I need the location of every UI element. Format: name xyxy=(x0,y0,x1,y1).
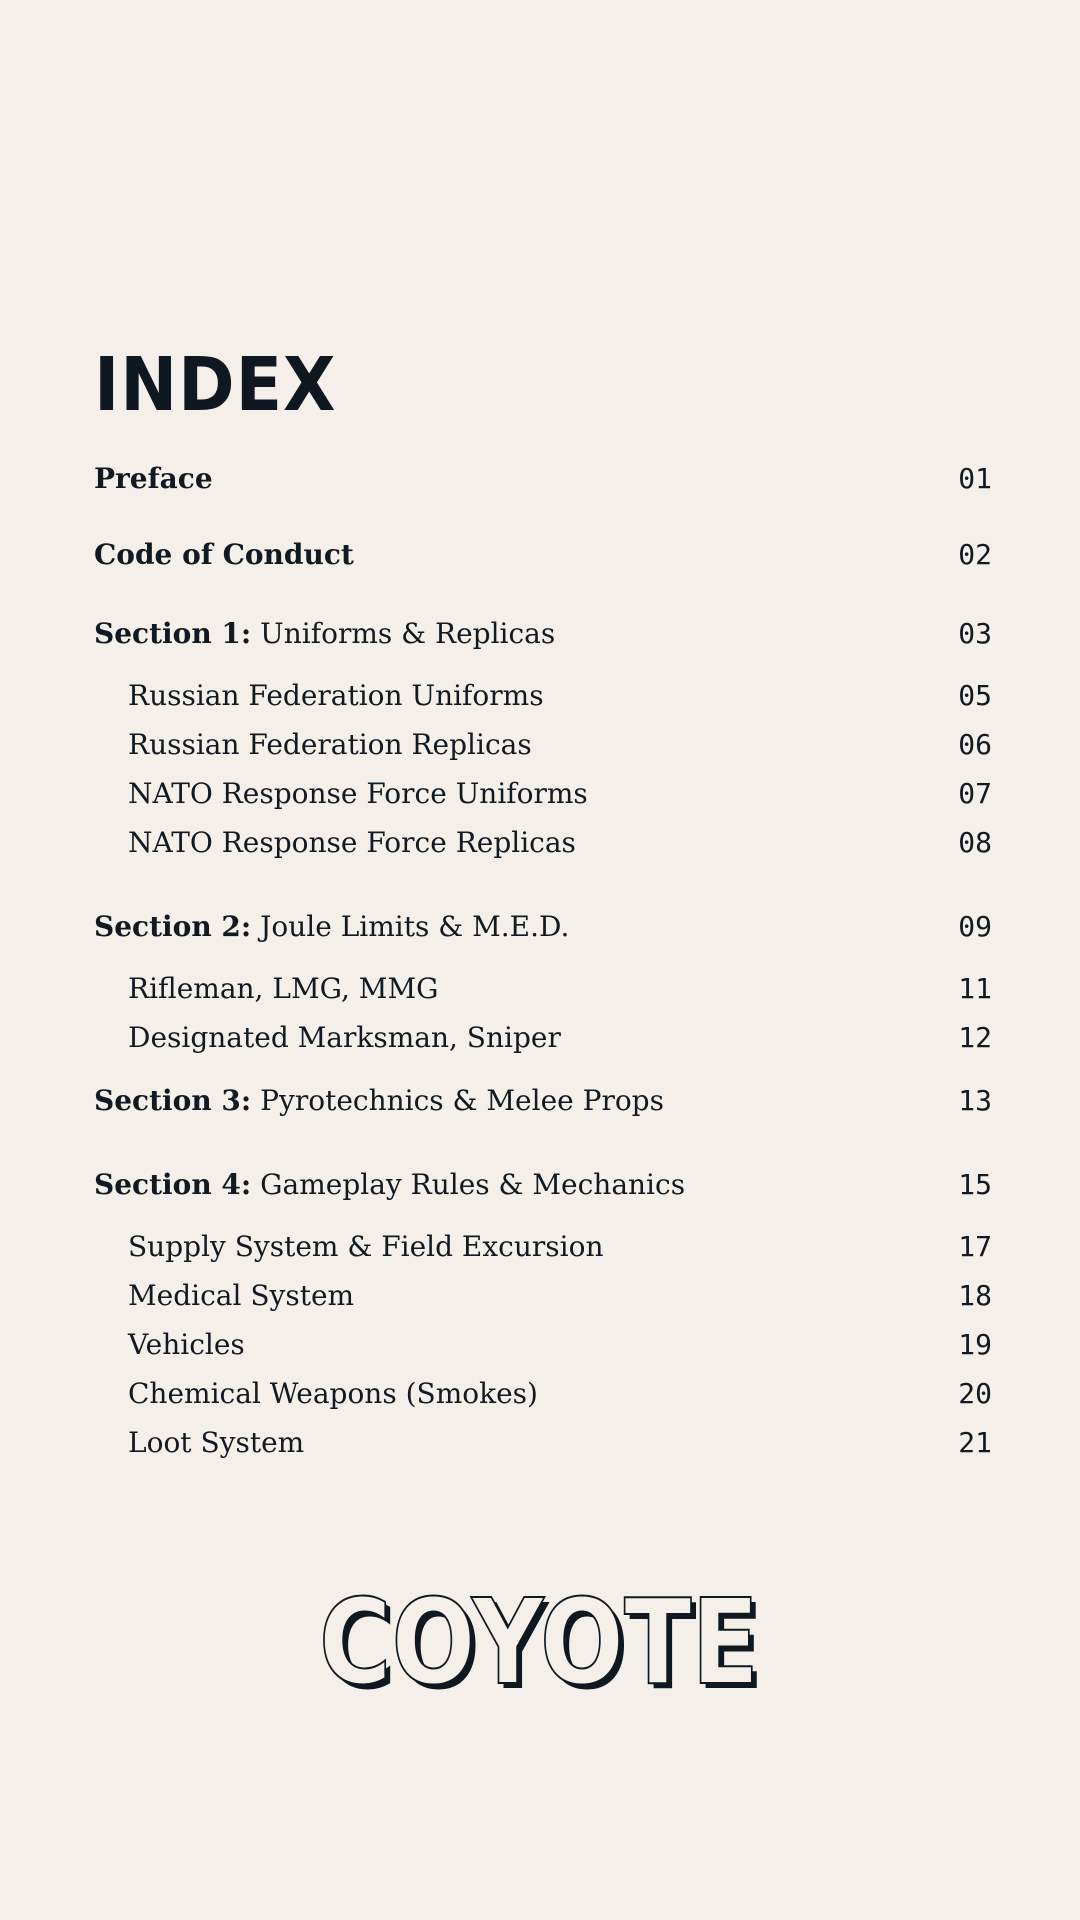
toc-entry-label: Designated Marksman, Sniper xyxy=(128,1020,561,1054)
toc-entry-label: Joule Limits & M.E.D. xyxy=(251,909,570,943)
toc-section-entry[interactable] xyxy=(94,534,992,574)
toc-entry-label: Loot System xyxy=(128,1425,305,1459)
toc-entry-label: Chemical Weapons (Smokes) xyxy=(128,1376,538,1410)
toc-entry-title xyxy=(94,1426,304,1459)
toc-subsection-entry[interactable] xyxy=(94,1275,992,1315)
toc-page-number: 20 xyxy=(958,1376,992,1410)
toc-entry-bold-label: Section 2: xyxy=(94,909,252,943)
toc-page-number: 06 xyxy=(958,727,992,761)
toc-page-number: 18 xyxy=(958,1278,992,1312)
toc-page-number: 08 xyxy=(958,825,992,859)
toc-entry-title xyxy=(94,538,354,571)
toc-subsection-entry[interactable] xyxy=(94,773,992,813)
toc-entry-label: Gameplay Rules & Mechanics xyxy=(251,1167,686,1201)
toc-page-number: 09 xyxy=(958,909,992,943)
toc-subsection-entry[interactable] xyxy=(94,1324,992,1364)
toc-entry-title xyxy=(94,910,569,943)
toc-page-number: 05 xyxy=(958,678,992,712)
toc-page-number: 19 xyxy=(958,1327,992,1361)
toc-subsection-entry[interactable] xyxy=(94,724,992,764)
toc-page-number: 03 xyxy=(958,616,992,650)
toc-entry-title xyxy=(94,972,439,1005)
toc-subsection-entry[interactable] xyxy=(94,968,992,1008)
toc-entry-title xyxy=(94,1168,685,1201)
toc-entry-bold-label: Section 3: xyxy=(94,1083,252,1117)
toc-entry-label: Pyrotechnics & Melee Props xyxy=(251,1083,664,1117)
toc-entry-label: Medical System xyxy=(128,1278,355,1312)
toc-entry-bold-label: Preface xyxy=(94,461,213,495)
toc-entry-title xyxy=(94,728,532,761)
toc-page-number: 12 xyxy=(958,1020,992,1054)
toc-entry-bold-label: Code of Conduct xyxy=(94,537,354,571)
toc-subsection-entry[interactable] xyxy=(94,822,992,862)
toc-page-number: 13 xyxy=(958,1083,992,1117)
toc-section-entry[interactable] xyxy=(94,1080,992,1120)
toc-entry-title xyxy=(94,1084,664,1117)
toc-section-entry[interactable] xyxy=(94,613,992,653)
toc-entry-title xyxy=(94,1328,245,1361)
toc-page-number: 01 xyxy=(958,461,992,495)
toc-section-entry[interactable] xyxy=(94,458,992,498)
toc-entry-label: Russian Federation Uniforms xyxy=(128,678,544,712)
toc-section-entry[interactable] xyxy=(94,1164,992,1204)
toc-entry-label: Uniforms & Replicas xyxy=(251,616,556,650)
toc-entry-bold-label: Section 1: xyxy=(94,616,252,650)
svg-text:COYOTE: COYOTE xyxy=(324,1585,764,1700)
toc-page-number: 02 xyxy=(958,537,992,571)
toc-entry-title xyxy=(94,1377,538,1410)
page-title: INDEX xyxy=(94,342,337,428)
coyote-logo xyxy=(310,1585,770,1700)
toc-entry-label: Supply System & Field Excursion xyxy=(128,1229,604,1263)
toc-page-number: 17 xyxy=(958,1229,992,1263)
toc-entry-bold-label: Section 4: xyxy=(94,1167,252,1201)
toc-entry-label: NATO Response Force Replicas xyxy=(128,825,576,859)
toc-entry-title xyxy=(94,1230,603,1263)
toc-entry-label: Russian Federation Replicas xyxy=(128,727,532,761)
toc-page-number: 07 xyxy=(958,776,992,810)
toc-page-number: 15 xyxy=(958,1167,992,1201)
toc-page-number: 21 xyxy=(958,1425,992,1459)
toc-subsection-entry[interactable] xyxy=(94,1017,992,1057)
toc-subsection-entry[interactable] xyxy=(94,1373,992,1413)
toc-entry-label: Rifleman, LMG, MMG xyxy=(128,971,439,1005)
toc-entry-title xyxy=(94,826,576,859)
toc-entry-title xyxy=(94,679,544,712)
toc-subsection-entry[interactable] xyxy=(94,1422,992,1462)
toc-subsection-entry[interactable] xyxy=(94,675,992,715)
toc-subsection-entry[interactable] xyxy=(94,1226,992,1266)
svg-text:COYOTE: COYOTE xyxy=(319,1585,759,1700)
toc-entry-label: Vehicles xyxy=(128,1327,245,1361)
toc-section-entry[interactable] xyxy=(94,906,992,946)
toc-page-number: 11 xyxy=(958,971,992,1005)
toc-entry-label: NATO Response Force Uniforms xyxy=(128,776,588,810)
toc-entry-title xyxy=(94,1021,561,1054)
toc-entry-title xyxy=(94,617,555,650)
toc-entry-title xyxy=(94,462,213,495)
toc-entry-title xyxy=(94,777,588,810)
toc-entry-title xyxy=(94,1279,354,1312)
